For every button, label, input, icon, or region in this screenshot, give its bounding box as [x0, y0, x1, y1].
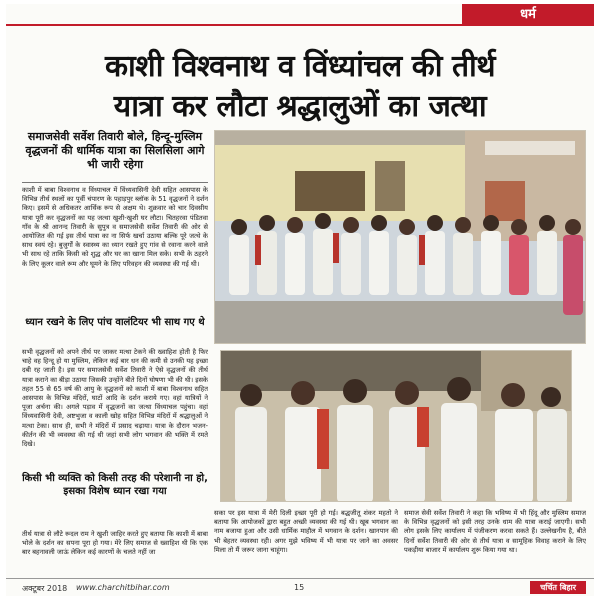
group-photo-1 — [214, 130, 586, 344]
group-photo-2 — [220, 350, 572, 502]
subheadline: समाजसेवी सर्वेश तिवारी बोले, हिन्दू-मुस्लिम वृद्धजनों की धार्मिक यात्रा का सिलसिला आगे भी जारी रहेगा — [25, 130, 205, 171]
footer-month: अक्टूबर 2018 — [22, 584, 68, 593]
footer-brand: चर्चित बिहार — [530, 581, 586, 594]
section-rule — [6, 24, 462, 26]
body-paragraph-3: तीर्थ यात्रा से लौटे रूदल राम ने खुशी जाहिर करते हुए बताया कि काशी में बाबा भोले के दर्शन का सपना पूरा हो गया। मेरे लिए समाज से ख्वाहिश थी कि एक बार बहनावली जाऊं लेकिन कई कारणों के चलते नहीं जा — [22, 530, 208, 557]
section-tag: धर्म — [462, 4, 594, 26]
box-heading-care: किसी भी व्यक्ति को किसी तरह की परेशानी ना हो, इसका विशेष ध्यान रखा गया — [22, 473, 208, 497]
page-footer — [6, 578, 594, 596]
headline-line-1: काशी विश्वनाथ व विंध्यांचल की तीर्थ — [105, 49, 495, 84]
body-paragraph-5: समाज सेवी सर्वेश तिवारी ने कहा कि भविष्य में भी हिंदू और मुस्लिम समाज के विभिन्न वृद्धजनों को इसी तरह उनके धाम की यात्रा कराई जाएगी। सभी लोग इसके लिए कार्यालय में पंजीकरण करवा सकते हैं। उल्लेखनीय है, बीते दिनों सर्वेश तिवारी की ओर से तीर्थ यात्रा व सामूहिक विवाह कराने के लिए पकड़ीया बाजार में कार्यालय शुरू किया गया था। — [404, 509, 586, 554]
body-paragraph-2: सभी वृद्धजनों को अपने तीर्थ पर जाकर मत्था टेकने की ख्वाहिश होती है फिर चाहे वह हिन्दू हो या मुस्लिम, लेकिन कई बार धन की कमी से उनकी यह इच्छा दबी रह जाती है। इस पर समाजसेवी सर्वेश तिवारी ने ऐसे वृद्धजनों की तीर्थ यात्रा कराने का बीड़ा उठाया जिसकी उन्होंने बीते दिनों घोषणा भी की थी। इसके तहत 55 से 65 वर्ष की आयु के वृद्धजनों को काशी में बाबा विश्वनाथ सहित आसपास के विभिन्न मंदिरों, घाटों आदि के दर्शन कराये गए। वहां यात्रियों ने पूजा अर्चना की। अगले पड़ाव में वृद्धजनों का जत्था विंध्याचल पहुंचा। वहां विंध्यवासिनी देवी, अष्टभुजा व काली खोह सहित विभिन्न मंदिरों में श्रद्धालुओं ने मत्था टेका। साथ ही, सभी ने मंदिरों में प्रसाद चढ़ाया। यात्रा के दौरान भजन-कीर्तन की भी व्यवस्था की गई थी जहां सभी लोग भगवान की भक्ति में रमते दिखे। — [22, 348, 208, 449]
footer-website: www.charchitbihar.com — [76, 583, 170, 592]
body-paragraph-4: सका पर इस यात्रा में मेरी दिली इच्छा पूरी हो गई। बद्धजीतू शंकर महतो ने बताया कि आयोजकों द्वारा बहुत अच्छी व्यवस्था की गई थी। खूब भगवान का नाम बजाया हुआ और उसी धार्मिक माहौल में भगवान के दर्शन। खानपान की भी बेहतर व्यवस्था रही। अगर मुझे भविष्य में भी यात्रा पर जाने का अवसर मिला तो मैं जरूर जाना चाहूंगा। — [214, 509, 398, 554]
headline-line-2: यात्रा कर लौटा श्रद्धालुओं का जत्था — [113, 89, 487, 124]
page-number: 15 — [294, 583, 305, 592]
intro-paragraph: काशी में बाबा विश्वनाथ व विंध्याचल में विंध्यवासिनी देवी सहित आसपास के विभिन्न तीर्थ स्थलों का पूर्वी चंपारण के पहाड़पुर ब्लॉक के 51 वृद्धजनों ने दर्शन किए। इसमें से अधिकतर आर्थिक रूप से अक्षम थे। शुक्रवार को चार दिवसीय यात्रा पूरी कर वृद्धजनों का यह जत्था खुशी-खुशी घर लौटा। चितहरवा पंडितवा गाँव के श्री आनन्द तिवारी के सुपुत्र व समाजसेवी सर्वेश तिवारी की ओर से आयोजित की गई इस तीर्थ यात्रा का ना सिर्फ खर्चा उठाया बल्कि पूरे जत्थे के साथ स्वयं रहे। बुजुर्गों के स्वास्थ्य का ध्यान रखते हुए गांव से रवाना करने वाले भी साथ रहे ताकि किसी को शुद्ध और घर का खाना मिल सके। सभी के ठहरने के लिए कूलर वाले रूम और घूमने के लिए परिवहन की व्यवस्था की गई थी। — [22, 186, 208, 268]
box-heading-volunteers: ध्यान रखने के लिए पांच वालंटियर भी साथ गए थे — [25, 317, 205, 328]
newspaper-page — [6, 4, 594, 596]
column-divider — [22, 182, 208, 183]
